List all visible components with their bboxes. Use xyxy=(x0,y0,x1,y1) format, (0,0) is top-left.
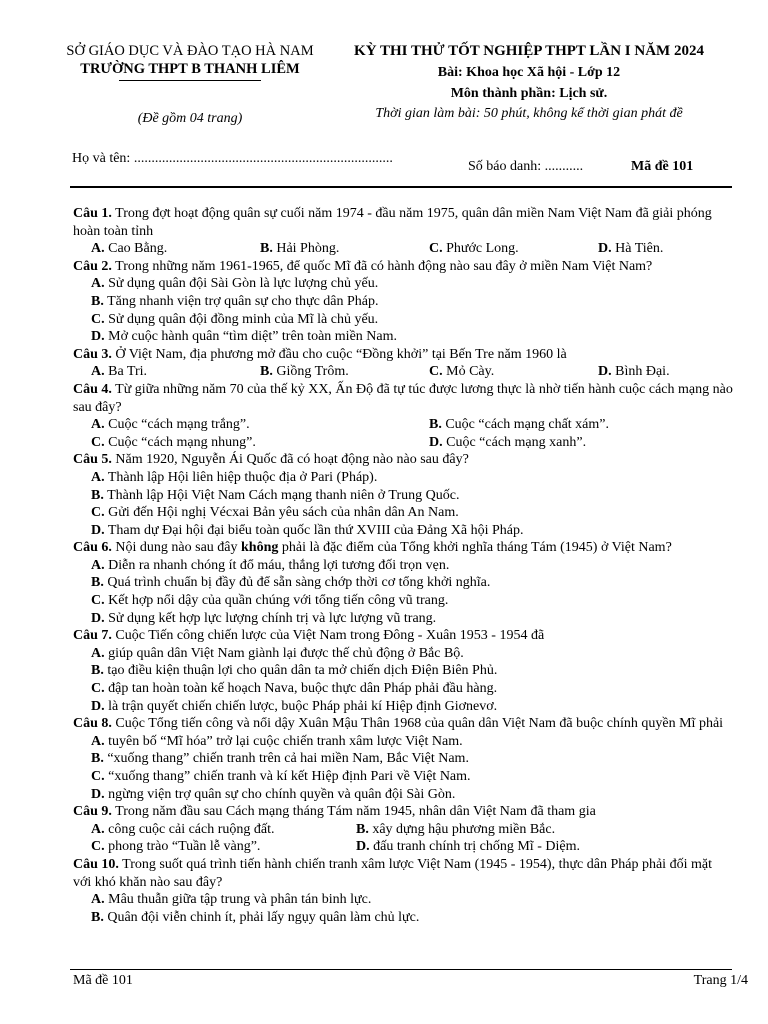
question-stem: Nội dung nào sau đây xyxy=(111,540,241,556)
option-b: B. “xuống thang” chiến tranh trên cả hai miền Nam, Bắc Việt Nam. xyxy=(91,751,469,767)
option-b: B. Hải Phòng. xyxy=(260,241,340,257)
option-a: A. Thành lập Hội liên hiệp thuộc địa ở Pari (Pháp). xyxy=(91,469,378,485)
option-c: C. Mỏ Cày. xyxy=(429,364,495,380)
option-b: B. Quân đội viễn chinh ít, phải lấy ngụy quân làm chủ lực. xyxy=(91,909,420,925)
option-a: A. công cuộc cải cách ruộng đất. xyxy=(91,821,275,837)
question-7 xyxy=(73,627,733,715)
question-8 xyxy=(73,715,733,803)
question-stem-rest: phải là đặc điểm của Tổng khởi nghĩa tháng Tám (1945) ở Việt Nam? xyxy=(278,540,672,556)
question-label: Câu 10. xyxy=(73,856,119,872)
option-b: B. Thành lập Hội Việt Nam Cách mạng thanh niên ở Trung Quốc. xyxy=(91,487,460,503)
time-line: Thời gian làm bài: 50 phút, không kể thời gian phát đề xyxy=(375,106,683,121)
option-d: D. Sử dụng kết hợp lực lượng chính trị và lực lượng vũ trang. xyxy=(91,610,437,626)
question-label: Câu 4. xyxy=(73,381,112,397)
option-d: D. Mở cuộc hành quân “tìm diệt” trên toàn miền Nam. xyxy=(91,329,397,345)
option-c: C. phong trào “Tuần lễ vàng”. xyxy=(91,839,261,855)
question-1 xyxy=(73,205,733,258)
question-label: Câu 6. xyxy=(73,540,112,556)
question-list xyxy=(73,205,733,926)
option-d: D. là trận quyết chiến chiến lược, buộc Pháp phải kí Hiệp định Giơnevơ. xyxy=(91,698,498,714)
option-a: A. Mâu thuẫn giữa tập trung và phân tán binh lực. xyxy=(91,892,372,908)
option-a: A. Diễn ra nhanh chóng ít đổ máu, thắng lợi tương đối trọn vẹn. xyxy=(91,557,450,573)
question-stem: Trong năm đầu sau Cách mạng tháng Tám năm 1945, nhân dân Việt Nam đã tham gia xyxy=(111,804,596,820)
candidate-number-line: Số báo danh: ........... xyxy=(468,159,584,174)
header-divider xyxy=(70,186,732,188)
option-d: D. ngừng viện trợ quân sự cho chính quyền và quân đội Sài Gòn. xyxy=(91,786,456,802)
option-c: C. “xuống thang” chiến tranh và kí kết Hiệp định Pari về Việt Nam. xyxy=(91,769,471,784)
option-b: B. Giồng Trôm. xyxy=(260,364,349,380)
question-6 xyxy=(73,539,733,627)
question-label: Câu 7. xyxy=(73,628,112,644)
question-stem: Ở Việt Nam, địa phương mở đầu cho cuộc “Đồng khởi” tại Bến Tre năm 1960 là xyxy=(111,346,567,362)
option-a: A. Cao Bằng. xyxy=(91,241,168,257)
question-stem: Trong đợt hoạt động quân sự cuối năm 1974 - đầu năm 1975, quân dân miền Nam Việt Nam đã giải phóng hoàn toàn tỉnh xyxy=(73,206,712,239)
option-b: B. xây dựng hậu phương miền Bắc. xyxy=(356,821,556,837)
option-c: C. Sử dụng quân đội đồng minh của Mĩ là chủ yếu. xyxy=(91,311,379,327)
question-9 xyxy=(73,803,733,856)
question-stem-emphasis: không xyxy=(241,540,279,556)
option-a: A. Cuộc “cách mạng trắng”. xyxy=(91,417,250,433)
option-b: B. Tăng nhanh viện trợ quân sự cho thực dân Pháp. xyxy=(91,293,379,309)
option-b: B. Cuộc “cách mạng chất xám”. xyxy=(429,417,609,433)
option-d: D. đấu tranh chính trị chống Mĩ - Diệm. xyxy=(356,839,580,855)
option-b: B. tạo điều kiện thuận lợi cho quân dân ta mở chiến dịch Điện Biên Phủ. xyxy=(91,663,498,679)
department-name: SỞ GIÁO DỤC VÀ ĐÀO TẠO HÀ NAM xyxy=(66,43,314,59)
question-stem: Cuộc Tổng tiến công và nổi dậy Xuân Mậu Thân 1968 của quân dân Việt Nam đã buộc chính quyền Mĩ phải xyxy=(111,716,724,732)
question-4 xyxy=(73,381,733,451)
footer-exam-code: Mã đề 101 xyxy=(73,973,133,988)
option-c: C. Gửi đến Hội nghị Vécxai Bản yêu sách của nhân dân An Nam. xyxy=(91,505,459,521)
question-label: Câu 5. xyxy=(73,452,112,468)
question-stem: Trong suốt quá trình tiến hành chiến tranh xâm lược Việt Nam (1945 - 1954), thực dân Pháp phải đối mặt với khó khăn nào sau đây? xyxy=(73,856,712,890)
pages-note: (Đề gồm 04 trang) xyxy=(137,111,243,126)
footer-divider xyxy=(70,969,732,970)
question-stem: Trong những năm 1961-1965, để quốc Mĩ đã có hành động nào sau đây ở miền Nam Việt Nam? xyxy=(111,258,653,274)
header-right xyxy=(325,42,733,123)
option-c: C. Phước Long. xyxy=(429,241,519,257)
option-c: C. Cuộc “cách mạng nhung”. xyxy=(91,434,256,450)
option-d: D. Hà Tiên. xyxy=(598,241,664,257)
candidate-name-line: Họ và tên: .......................................................................... xyxy=(72,151,393,166)
question-10 xyxy=(73,856,733,926)
question-label: Câu 8. xyxy=(73,716,112,732)
footer-page-number: Trang 1/4 xyxy=(693,973,748,988)
question-label: Câu 2. xyxy=(73,258,112,274)
question-stem: Năm 1920, Nguyễn Ái Quốc đã có hoạt động nào nào sau đây? xyxy=(111,452,469,468)
option-a: A. Ba Tri. xyxy=(91,364,148,380)
option-b: B. Quá trình chuẩn bị đầy đủ để sẵn sàng chớp thời cơ tổng khởi nghĩa. xyxy=(91,575,491,591)
option-c: C. đập tan hoàn toàn kế hoạch Nava, buộc thực dân Pháp phải đầu hàng. xyxy=(91,681,498,697)
exam-code: Mã đề 101 xyxy=(631,159,694,174)
option-a: A. giúp quân dân Việt Nam giành lại được thế chủ động ở Bắc Bộ. xyxy=(91,645,464,661)
school-underline xyxy=(119,80,261,81)
option-d: D. Tham dự Đại hội đại biểu toàn quốc lần thứ XVIII của Đảng Xã hội Pháp. xyxy=(91,522,524,538)
question-stem: Từ giữa những năm 70 của thế kỷ XX, Ấn Độ đã tự túc được lương thực là nhờ tiến hành cuộc cách mạng nào sau đây? xyxy=(73,381,733,415)
question-5 xyxy=(73,451,733,539)
subject-line: Bài: Khoa học Xã hội - Lớp 12 xyxy=(437,65,621,80)
option-d: D. Bình Đại. xyxy=(598,364,670,380)
question-2 xyxy=(73,258,733,346)
question-label: Câu 9. xyxy=(73,804,112,820)
question-label: Câu 1. xyxy=(73,206,112,221)
option-a: A. Sử dụng quân đội Sài Gòn là lực lượng chủ yếu. xyxy=(91,276,379,292)
question-3 xyxy=(73,346,733,381)
header-left xyxy=(40,42,340,127)
option-d: D. Cuộc “cách mạng xanh”. xyxy=(429,434,587,450)
school-name: TRƯỜNG THPT B THANH LIÊM xyxy=(80,61,300,77)
question-stem: Cuộc Tiến công chiến lược của Việt Nam trong Đông - Xuân 1953 - 1954 đã xyxy=(111,628,545,644)
question-label: Câu 3. xyxy=(73,346,112,362)
exam-title: KỲ THI THỬ TỐT NGHIỆP THPT LẦN I NĂM 2024 xyxy=(354,43,704,59)
component-line: Môn thành phần: Lịch sử. xyxy=(450,86,608,101)
option-a: A. tuyên bố “Mĩ hóa” trở lại cuộc chiến tranh xâm lược Việt Nam. xyxy=(91,733,463,749)
option-c: C. Kết hợp nổi dậy của quần chúng với tổng tiến công vũ trang. xyxy=(91,593,449,609)
